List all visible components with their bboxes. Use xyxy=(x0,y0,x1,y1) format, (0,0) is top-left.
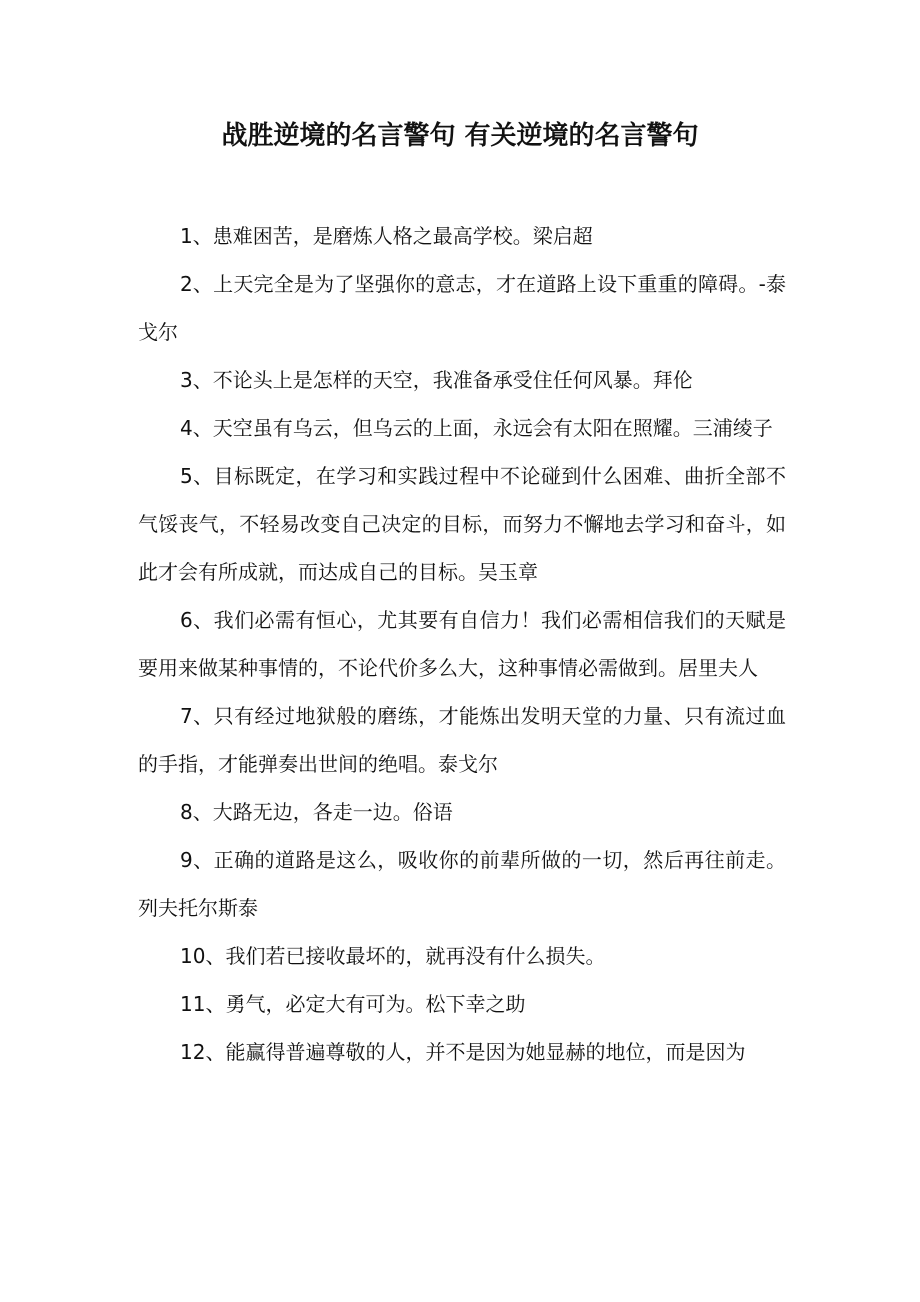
document-body xyxy=(138,212,786,1076)
quote-paragraph-9: 9、正确的道路是这么，吸收你的前辈所做的一切，然后再往前走。列夫托尔斯泰 xyxy=(138,848,786,920)
quote-paragraph-6: 6、我们必需有恒心，尤其要有自信力！我们必需相信我们的天赋是要用来做某种事情的，不论代价多么大，这种事情必需做到。居里夫人 xyxy=(138,608,786,680)
quote-paragraph-10: 10、我们若已接收最坏的，就再没有什么损失。 xyxy=(180,944,606,968)
quote-paragraph-12: 12、能赢得普遍尊敬的人，并不是因为她显赫的地位，而是因为 xyxy=(180,1040,746,1064)
quote-paragraph-3: 3、不论头上是怎样的天空，我准备承受住任何风暴。拜伦 xyxy=(180,368,693,392)
quote-paragraph-1: 1、患难困苦，是磨炼人格之最高学校。梁启超 xyxy=(180,224,593,248)
document-title: 战胜逆境的名言警句 有关逆境的名言警句 xyxy=(221,121,699,151)
quote-paragraph-8: 8、大路无边，各走一边。俗语 xyxy=(180,800,453,824)
quote-paragraph-11: 11、勇气，必定大有可为。松下幸之助 xyxy=(180,992,526,1016)
quote-paragraph-7: 7、只有经过地狱般的磨练，才能炼出发明天堂的力量、只有流过血的手指，才能弹奏出世间的绝唱。泰戈尔 xyxy=(138,704,786,776)
quote-paragraph-5: 5、目标既定，在学习和实践过程中不论碰到什么困难、曲折全部不气馁丧气，不轻易改变自己决定的目标，而努力不懈地去学习和奋斗，如此才会有所成就，而达成自己的目标。吴玉章 xyxy=(138,464,786,584)
quote-paragraph-4: 4、天空虽有乌云，但乌云的上面，永远会有太阳在照耀。三浦绫子 xyxy=(180,416,773,440)
quote-paragraph-2: 2、上天完全是为了坚强你的意志，才在道路上设下重重的障碍。-泰戈尔 xyxy=(138,272,786,344)
